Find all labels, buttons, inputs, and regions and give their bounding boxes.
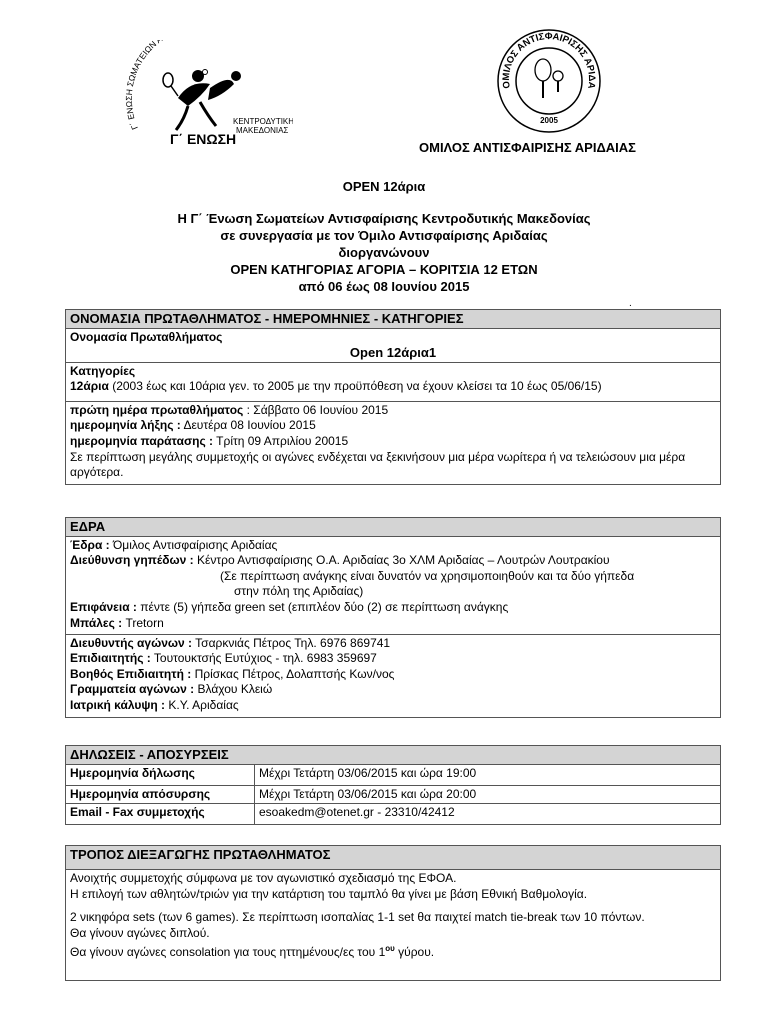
end-date-value: Δευτέρα 08 Ιουνίου 2015: [180, 418, 316, 433]
intro-line: OPEN ΚΑΤΗΓΟΡΙΑΣ ΑΓΟΡΙΑ – ΚΟΡΙΤΣΙΑ 12 ΕΤΩΝ: [230, 262, 538, 277]
contact-label: Email - Fax συμμετοχής: [66, 804, 255, 825]
medical-value: Κ.Υ. Αριδαίας: [165, 697, 239, 712]
courts-note: στην πόλη της Αριδαίας): [234, 584, 364, 599]
format-paragraph: Θα γίνουν αγώνες consolation για τους ηττημένους/ες του $1^{o\upsilon}$ γύρου.: [70, 944, 435, 960]
format-paragraph: Θα γίνουν αγώνες διπλού.: [70, 925, 210, 940]
intro-block: [0, 210, 768, 295]
intro-line: Η Γ΄ Ένωση Σωματείων Αντισφαίρισης Κεντροδυτικής Μακεδονίας: [177, 211, 591, 226]
contact-value[interactable]: esoakedm@otenet.gr - 23310/42412: [255, 804, 721, 825]
dates-cell: [66, 401, 721, 484]
stray-dot: .: [629, 298, 632, 309]
balls-value: Tretorn: [122, 615, 164, 630]
format-paragraph: Ανοιχτής συμμετοχής σύμφωνα με τον αγωνιστικό σχεδιασμό της ΕΦΟΑ.: [70, 871, 457, 885]
referee-label: Επιδιαιτητής :: [70, 651, 151, 666]
category-desc: (2003 έως και 10άρια γεν. το 2005 με την προϋπόθεση να έχουν κλείσει τα 10 έως 05/06/15): [108, 379, 602, 394]
championship-name-cell: [66, 328, 721, 362]
assistant-label: Βοηθός Επιδιαιτητή :: [70, 666, 192, 681]
format-cell: [66, 870, 721, 981]
first-day-value: : Σάββατο 06 Ιουνίου 2015: [246, 402, 389, 417]
championship-name-label: Ονομασία Πρωταθλήματος: [70, 329, 223, 344]
intro-line: από 06 έως 08 Ιουνίου 2015: [298, 279, 470, 294]
surface-label: Επιφάνεια :: [70, 599, 137, 614]
extension-label: ημερομηνία παράτασης :: [70, 433, 214, 448]
balls-label: Μπάλες :: [70, 615, 123, 630]
intro-title: OPEN 12άρια: [342, 179, 426, 194]
club-logo: [496, 28, 602, 134]
courts-label: Διεύθυνση γηπέδων :: [70, 553, 194, 568]
seat-label: Έδρα :: [70, 537, 110, 552]
category-name: 12άρια: [70, 379, 109, 394]
extension-value: Τρίτη 09 Απριλίου 20015: [213, 433, 349, 448]
officials-cell: [66, 634, 721, 717]
entry-date-value: Μέχρι Τετάρτη 03/06/2015 και ώρα 19:00: [255, 764, 721, 785]
format-paragraph: Η επιλογή των αθλητών/τριών για την κατάρτιση του ταμπλό θα γίνει με βάση Εθνική Βαθμολογία.: [70, 886, 588, 901]
director-label: Διευθυντής αγώνων :: [70, 635, 193, 650]
withdrawal-date-label: Ημερομηνία απόσυρσης: [66, 785, 255, 804]
categories-cell: [66, 362, 721, 401]
entries-section: [65, 745, 721, 825]
assistant-value: Πρίσκας Πέτρος, Δολαπτσής Κων/νος: [191, 666, 395, 681]
withdrawal-date-value: Μέχρι Τετάρτη 03/06/2015 και ώρα 20:00: [255, 785, 721, 804]
venue-section: [65, 517, 721, 718]
union-logo-main: Γ΄ ΕΝΩΣΗ: [170, 131, 237, 147]
championship-name-value: Open 12άρια1: [349, 345, 437, 361]
section-header: ΟΝΟΜΑΣΙΑ ΠΡΩΤΑΘΛΗΜΑΤΟΣ - ΗΜΕΡΟΜΗΝΙΕΣ - ΚΑΤΗΓΟΡΙΕΣ: [66, 310, 721, 329]
union-logo: [118, 40, 293, 148]
union-logo-line2: ΜΑΚΕΔΟΝΙΑΣ: [236, 126, 289, 135]
director-value: Τσαρκνιάς Πέτρος Τηλ. 6976 869741: [192, 635, 391, 650]
end-date-label: ημερομηνία λήξης :: [70, 418, 181, 433]
medical-label: Ιατρική κάλυψη :: [70, 697, 166, 712]
courts-note: (Σε περίπτωση ανάγκης είναι δυνατόν να χρησιμοποιηθούν και τα δύο γήπεδα: [220, 568, 635, 583]
secretary-label: Γραμματεία αγώνων :: [70, 682, 195, 697]
championship-section: [65, 309, 721, 485]
players-icon: [163, 70, 241, 131]
intro-line: σε συνεργασία με τον Όμιλο Αντισφαίρισης Αριδαίας: [220, 228, 548, 243]
first-day-label: πρώτη ημέρα πρωταθλήματος: [70, 402, 247, 417]
club-name: ΟΜΙΛΟΣ ΑΝΤΙΣΦΑΙΡΙΣΗΣ ΑΡΙΔΑΙΑΣ: [419, 140, 636, 155]
dates-note: Σε περίπτωση μεγάλης συμμετοχής οι αγώνες ενδέχεται να ξεκινήσουν μια μέρα νωρίτερα ή να τελειώσουν μια μέρα αργότερα.: [70, 449, 686, 480]
venue-cell: [66, 536, 721, 634]
format-paragraph: 2 νικηφόρα sets (των 6 games). Σε περίπτωση ισοπαλίας 1-1 set θα παιχτεί match tie-break των 10 πόντων.: [70, 910, 645, 925]
section-header: ΔΗΛΩΣΕΙΣ - ΑΠΟΣΥΡΣΕΙΣ: [66, 746, 721, 765]
seat-value: Όμιλος Αντισφαίρισης Αριδαίας: [109, 537, 278, 552]
surface-value: πέντε (5) γήπεδα green set (επιπλέον δύο (2) σε περίπτωση ανάγκης: [136, 599, 509, 614]
union-logo-line1: ΚΕΝΤΡΟΔΥΤΙΚΗΣ: [233, 117, 293, 126]
secretary-value: Βλάχου Κλειώ: [194, 682, 273, 697]
referee-value: Τουτουκτσής Ευτύχιος - τηλ. 6983 359697: [150, 651, 377, 666]
categories-label: Κατηγορίες: [70, 363, 136, 378]
club-logo-year: 2005: [540, 116, 558, 125]
format-section: [65, 845, 721, 981]
section-header: ΕΔΡΑ: [66, 518, 721, 537]
rackets-icon: [535, 59, 563, 98]
section-header: ΤΡΟΠΟΣ ΔΙΕΞΑΓΩΓΗΣ ΠΡΩΤΑΘΛΗΜΑΤΟΣ: [66, 846, 721, 870]
club-logo-arc-text: ΟΜΙΛΟΣ ΑΝΤΙΣΦΑΙΡΙΣΗΣ ΑΡΙΔΑ: [500, 31, 598, 90]
courts-value: Κέντρο Αντισφαίρισης Ο.Α. Αριδαίας 3ο ΧΛΜ Αριδαίας – Λουτρών Λουτρακίου: [193, 553, 610, 568]
entry-date-label: Ημερομηνία δήλωσης: [66, 764, 255, 785]
union-arc-text: Γ΄ ΕΝΩΣΗ ΣΩΜΑΤΕΙΩΝ: [123, 40, 159, 132]
intro-line: διοργανώνουν: [338, 245, 430, 260]
